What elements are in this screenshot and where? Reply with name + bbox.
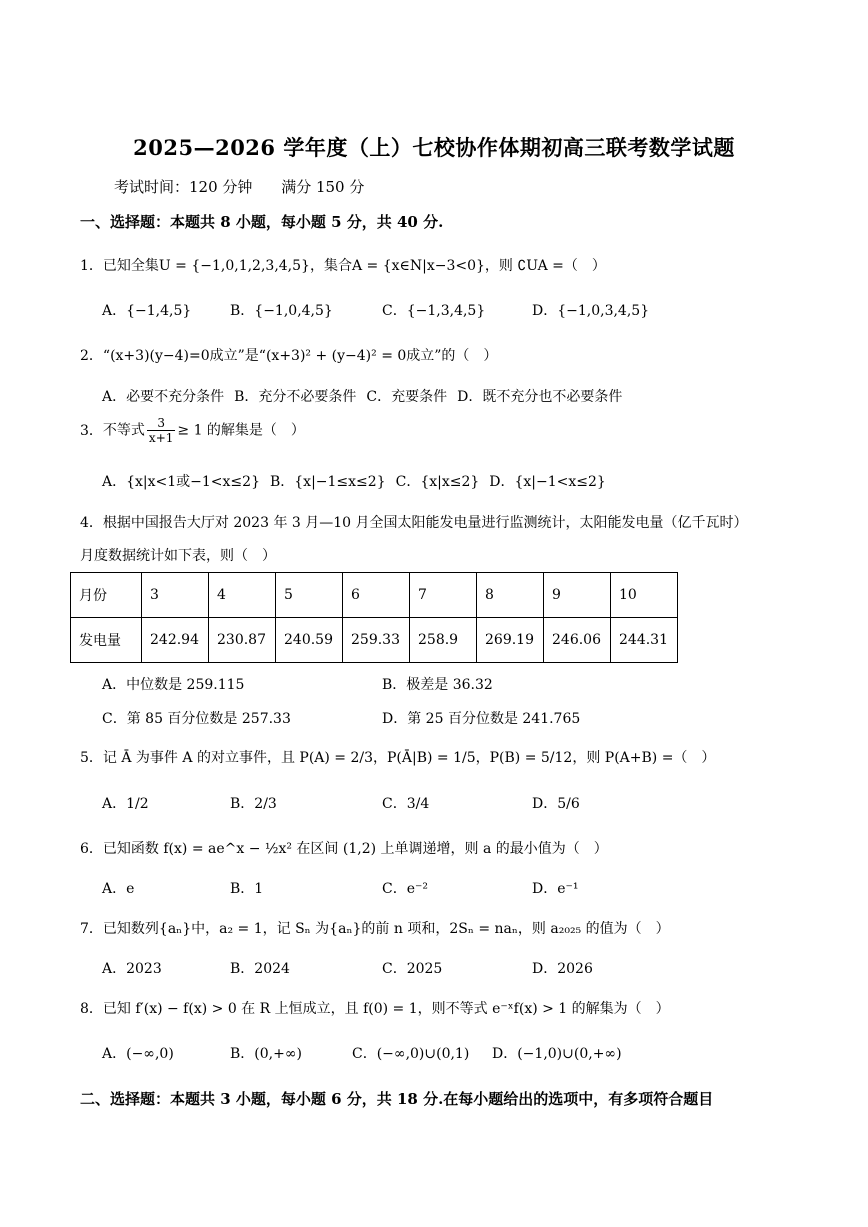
option-d: D．第 25 百分位数是 241.765 [382,711,581,727]
question-3-options [102,471,616,491]
table-cell: 7 [410,573,477,618]
option-c: C．2025 [382,961,443,977]
option-b: B．{−1,0,4,5} [230,303,333,319]
question-3 [80,416,305,445]
option-d: D．5/6 [532,796,580,812]
question-2 [80,345,497,365]
exam-title: 2025—2026 学年度（上）七校协作体期初高三联考数学试题 [133,135,735,160]
fraction-numerator: 3 [147,416,175,431]
table-cell: 240.59 [276,618,343,663]
option-c: C．{x|x≤2} [395,474,480,490]
question-7 [80,918,670,938]
question-text: 已知数列{aₙ}中，a₂ = 1，记 Sₙ 为{aₙ}的前 n 项和，2Sₙ = naₙ，则 a₂₀₂₅ 的值为（ ） [102,921,670,937]
option-a: A．{−1,4,5} [102,303,192,319]
table-cell: 9 [544,573,611,618]
question-4 [80,512,748,532]
table-cell: 230.87 [209,618,276,663]
option-d: D．{−1,0,3,4,5} [532,303,650,319]
option-a: A．{x|x<1或−1<x≤2} [102,474,260,490]
option-d: D．(−1,0)∪(0,+∞) [492,1046,622,1062]
option-a: A．e [102,881,135,897]
table-cell: 3 [142,573,209,618]
option-a: A．1/2 [102,796,149,812]
option-d: D．2026 [532,961,593,977]
option-c: C．充要条件 [366,389,448,405]
option-c: C．{−1,3,4,5} [382,303,486,319]
table-cell: 4 [209,573,276,618]
option-b: B．{x|−1≤x≤2} [269,474,386,490]
question-text: 根据中国报告大厅对 2023 年 3 月—10 月全国太阳能发电量进行监测统计，太阳能发电量（亿千瓦时） [102,515,748,531]
option-b: B．2/3 [230,796,277,812]
table-cell: 269.19 [477,618,544,663]
question-text: 记 Ā 为事件 A 的对立事件，且 P(A) = 2/3，P(Ā|B) = 1/5，P(B) = 5/12，则 P(A+B) =（ ） [102,750,716,766]
option-c: C．(−∞,0)∪(0,1) [352,1046,470,1062]
table-header-cell: 月份 [71,573,142,618]
question-number: 8． [80,1001,103,1017]
question-number: 4． [80,515,103,531]
question-text: 已知 f′(x) − f(x) > 0 在 R 上恒成立，且 f(0) = 1，则不等式 e⁻ˣf(x) > 1 的解集为（ ） [102,1001,670,1017]
table-cell: 8 [477,573,544,618]
option-a: A．2023 [102,961,162,977]
table-cell: 242.94 [142,618,209,663]
option-a: A．必要不充分条件 [102,389,225,405]
table-cell: 10 [611,573,678,618]
question-5 [80,747,715,767]
question-text-post: ≥ 1 的解集是（ ） [177,422,305,439]
option-b: B．2024 [230,961,290,977]
table-row [71,618,678,663]
question-number: 7． [80,921,103,937]
section-1-heading: 一、选择题：本题共 8 小题，每小题 5 分，共 40 分. [80,213,444,231]
question-4-line-2: 月度数据统计如下表，则（ ） [80,548,276,564]
fraction [147,416,175,445]
question-text: 已知函数 f(x) = ae^x − ½x² 在区间 (1,2) 上单调递增，则 a 的最小值为（ ） [102,841,608,857]
exam-score: 满分 150 分 [281,178,365,196]
exam-time: 考试时间：120 分钟 [114,178,253,196]
question-number: 5． [80,750,103,766]
option-d: D．{x|−1<x≤2} [489,474,606,490]
table-header-cell: 发电量 [71,618,142,663]
section-2-heading: 二、选择题：本题共 3 小题，每小题 6 分，共 18 分.在每小题给出的选项中，有多项符合题目 [80,1090,714,1108]
question-1 [80,255,606,275]
question-text: 已知全集U = {−1,0,1,2,3,4,5}，集合A = {x∈N|x−3<0}，则 ∁UA =（ ） [102,258,606,274]
table-cell: 5 [276,573,343,618]
option-a: A．(−∞,0) [102,1046,174,1062]
generation-table [70,572,678,663]
table-cell: 6 [343,573,410,618]
question-text: “(x+3)(y−4)=0成立”是“(x+3)² + (y−4)² = 0成立”的（ ） [102,348,498,364]
option-c: C．3/4 [382,796,430,812]
option-c: C．第 85 百分位数是 257.33 [102,711,291,727]
question-8 [80,998,670,1018]
table-row [71,573,678,618]
table-cell: 259.33 [343,618,410,663]
option-c: C．e⁻² [382,881,428,897]
question-2-options [102,386,632,406]
option-b: B．极差是 36.32 [382,677,493,693]
option-d: D．既不充分也不必要条件 [457,389,623,405]
question-6 [80,838,608,858]
question-number: 6． [80,841,103,857]
question-number: 1． [80,258,103,274]
option-b: B．充分不必要条件 [234,389,357,405]
option-a: A．中位数是 259.115 [102,677,245,693]
question-number: 3． [80,422,103,439]
table-cell: 258.9 [410,618,477,663]
option-b: B．(0,+∞) [230,1046,302,1062]
option-d: D．e⁻¹ [532,881,579,897]
table-cell: 244.31 [611,618,678,663]
fraction-denominator: x+1 [148,431,174,445]
question-text-pre: 不等式 [102,422,145,439]
exam-info [114,176,388,197]
table-cell: 246.06 [544,618,611,663]
option-b: B．1 [230,881,264,897]
question-number: 2． [80,348,103,364]
